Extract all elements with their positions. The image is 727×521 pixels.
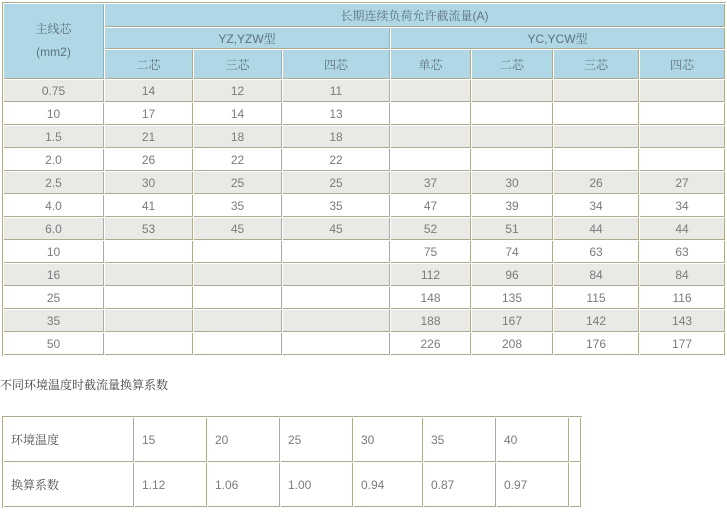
- value-cell: 22: [194, 149, 282, 171]
- temperature-coefficient-table: [2, 416, 582, 508]
- value-cell: [570, 418, 581, 462]
- value-cell: 74: [472, 241, 553, 263]
- row-label-cell: 25: [4, 287, 104, 309]
- value-cell: [283, 287, 390, 309]
- value-cell: 22: [283, 149, 390, 171]
- value-cell: 188: [391, 310, 471, 332]
- value-cell: 53: [105, 218, 193, 240]
- row-label-cell: 10: [4, 241, 104, 263]
- table-row: [4, 463, 581, 507]
- table-row: [4, 172, 725, 194]
- value-cell: [105, 333, 193, 355]
- value-cell: [640, 80, 725, 102]
- value-cell: 51: [472, 218, 553, 240]
- value-cell: 142: [554, 310, 639, 332]
- value-cell: 0.87: [424, 463, 496, 507]
- value-cell: 47: [391, 195, 471, 217]
- value-cell: 75: [391, 241, 471, 263]
- coefficient-table-body: [4, 418, 581, 507]
- row-label-cell: 50: [4, 333, 104, 355]
- value-cell: 15: [135, 418, 207, 462]
- value-cell: 115: [554, 287, 639, 309]
- table-row: [4, 264, 725, 286]
- value-cell: 41: [105, 195, 193, 217]
- table-row: [4, 103, 725, 125]
- value-cell: 27: [640, 172, 725, 194]
- col-header: 四芯: [640, 50, 725, 79]
- row-label-cell: 10: [4, 103, 104, 125]
- value-cell: [570, 463, 581, 507]
- value-cell: 26: [554, 172, 639, 194]
- value-cell: 52: [391, 218, 471, 240]
- value-cell: [554, 126, 639, 148]
- current-capacity-table: [2, 2, 726, 356]
- value-cell: [105, 264, 193, 286]
- value-cell: 177: [640, 333, 725, 355]
- col-header: 二芯: [105, 50, 193, 79]
- row-label-cell: 1.5: [4, 126, 104, 148]
- value-cell: 112: [391, 264, 471, 286]
- value-cell: 35: [194, 195, 282, 217]
- table-row: [4, 418, 581, 462]
- value-cell: 21: [105, 126, 193, 148]
- row-label-cell: 环境温度: [4, 418, 134, 462]
- value-cell: 20: [208, 418, 280, 462]
- value-cell: 44: [640, 218, 725, 240]
- value-cell: 143: [640, 310, 725, 332]
- value-cell: 226: [391, 333, 471, 355]
- group-header-yc: YC,YCW型: [391, 28, 725, 49]
- value-cell: 39: [472, 195, 553, 217]
- value-cell: [283, 310, 390, 332]
- table-row: [4, 149, 725, 171]
- value-cell: 25: [194, 172, 282, 194]
- value-cell: [640, 126, 725, 148]
- value-cell: 35: [283, 195, 390, 217]
- value-cell: 40: [497, 418, 569, 462]
- value-cell: [194, 287, 282, 309]
- value-cell: [283, 241, 390, 263]
- value-cell: [472, 149, 553, 171]
- value-cell: [391, 103, 471, 125]
- table-row: [4, 310, 725, 332]
- row-label-cell: 换算系数: [4, 463, 134, 507]
- value-cell: [472, 103, 553, 125]
- row-label-cell: 0.75: [4, 80, 104, 102]
- table-row: [4, 126, 725, 148]
- value-cell: 35: [424, 418, 496, 462]
- value-cell: 37: [391, 172, 471, 194]
- value-cell: [391, 80, 471, 102]
- value-cell: [554, 80, 639, 102]
- value-cell: [194, 333, 282, 355]
- value-cell: 18: [194, 126, 282, 148]
- capacity-table-header: [4, 4, 725, 79]
- corner-header-cell: [4, 4, 104, 79]
- group-header-yz: YZ,YZW型: [105, 28, 390, 49]
- value-cell: [640, 149, 725, 171]
- value-cell: 26: [105, 149, 193, 171]
- row-label-cell: 2.0: [4, 149, 104, 171]
- value-cell: 14: [194, 103, 282, 125]
- value-cell: [105, 287, 193, 309]
- value-cell: 208: [472, 333, 553, 355]
- value-cell: [391, 126, 471, 148]
- table-row: [4, 287, 725, 309]
- value-cell: [554, 149, 639, 171]
- value-cell: 96: [472, 264, 553, 286]
- value-cell: 148: [391, 287, 471, 309]
- value-cell: 1.00: [281, 463, 353, 507]
- col-header: 三芯: [194, 50, 282, 79]
- table-row: [4, 333, 725, 355]
- value-cell: 176: [554, 333, 639, 355]
- capacity-table-body: [4, 80, 725, 355]
- header-row-cores: [4, 50, 725, 79]
- value-cell: 25: [281, 418, 353, 462]
- value-cell: [554, 103, 639, 125]
- value-cell: 0.94: [354, 463, 423, 507]
- table-row: [4, 195, 725, 217]
- value-cell: 1.12: [135, 463, 207, 507]
- value-cell: 30: [105, 172, 193, 194]
- col-header: 单芯: [391, 50, 471, 79]
- value-cell: 63: [640, 241, 725, 263]
- value-cell: [105, 241, 193, 263]
- corner-header-line1: 主线芯: [35, 22, 72, 36]
- table-title-cell: 长期连续负荷允许截流量(A): [105, 4, 725, 27]
- value-cell: 14: [105, 80, 193, 102]
- row-label-cell: 4.0: [4, 195, 104, 217]
- value-cell: [640, 103, 725, 125]
- value-cell: 30: [472, 172, 553, 194]
- col-header: 三芯: [554, 50, 639, 79]
- value-cell: 34: [640, 195, 725, 217]
- value-cell: 18: [283, 126, 390, 148]
- row-label-cell: 2.5: [4, 172, 104, 194]
- value-cell: [194, 264, 282, 286]
- header-row-groups: [4, 28, 725, 49]
- header-row-title: [4, 4, 725, 27]
- value-cell: 12: [194, 80, 282, 102]
- value-cell: 84: [640, 264, 725, 286]
- table-row: [4, 241, 725, 263]
- value-cell: 0.97: [497, 463, 569, 507]
- value-cell: [472, 126, 553, 148]
- value-cell: [105, 310, 193, 332]
- row-label-cell: 16: [4, 264, 104, 286]
- value-cell: [472, 80, 553, 102]
- note-text: 不同环境温度时截流量换算系数: [0, 378, 169, 392]
- value-cell: 84: [554, 264, 639, 286]
- value-cell: 45: [194, 218, 282, 240]
- value-cell: 63: [554, 241, 639, 263]
- value-cell: 44: [554, 218, 639, 240]
- value-cell: [194, 241, 282, 263]
- table-row: [4, 218, 725, 240]
- value-cell: [283, 333, 390, 355]
- value-cell: 1.06: [208, 463, 280, 507]
- col-header: 四芯: [283, 50, 390, 79]
- value-cell: 11: [283, 80, 390, 102]
- value-cell: 45: [283, 218, 390, 240]
- corner-header-line2: (mm2): [36, 45, 71, 59]
- row-label-cell: 35: [4, 310, 104, 332]
- value-cell: 13: [283, 103, 390, 125]
- value-cell: 17: [105, 103, 193, 125]
- table-row: [4, 80, 725, 102]
- value-cell: [391, 149, 471, 171]
- col-header: 二芯: [472, 50, 553, 79]
- value-cell: 34: [554, 195, 639, 217]
- row-label-cell: 6.0: [4, 218, 104, 240]
- value-cell: 167: [472, 310, 553, 332]
- value-cell: 116: [640, 287, 725, 309]
- value-cell: 135: [472, 287, 553, 309]
- value-cell: [283, 264, 390, 286]
- value-cell: [194, 310, 282, 332]
- value-cell: 25: [283, 172, 390, 194]
- value-cell: 30: [354, 418, 423, 462]
